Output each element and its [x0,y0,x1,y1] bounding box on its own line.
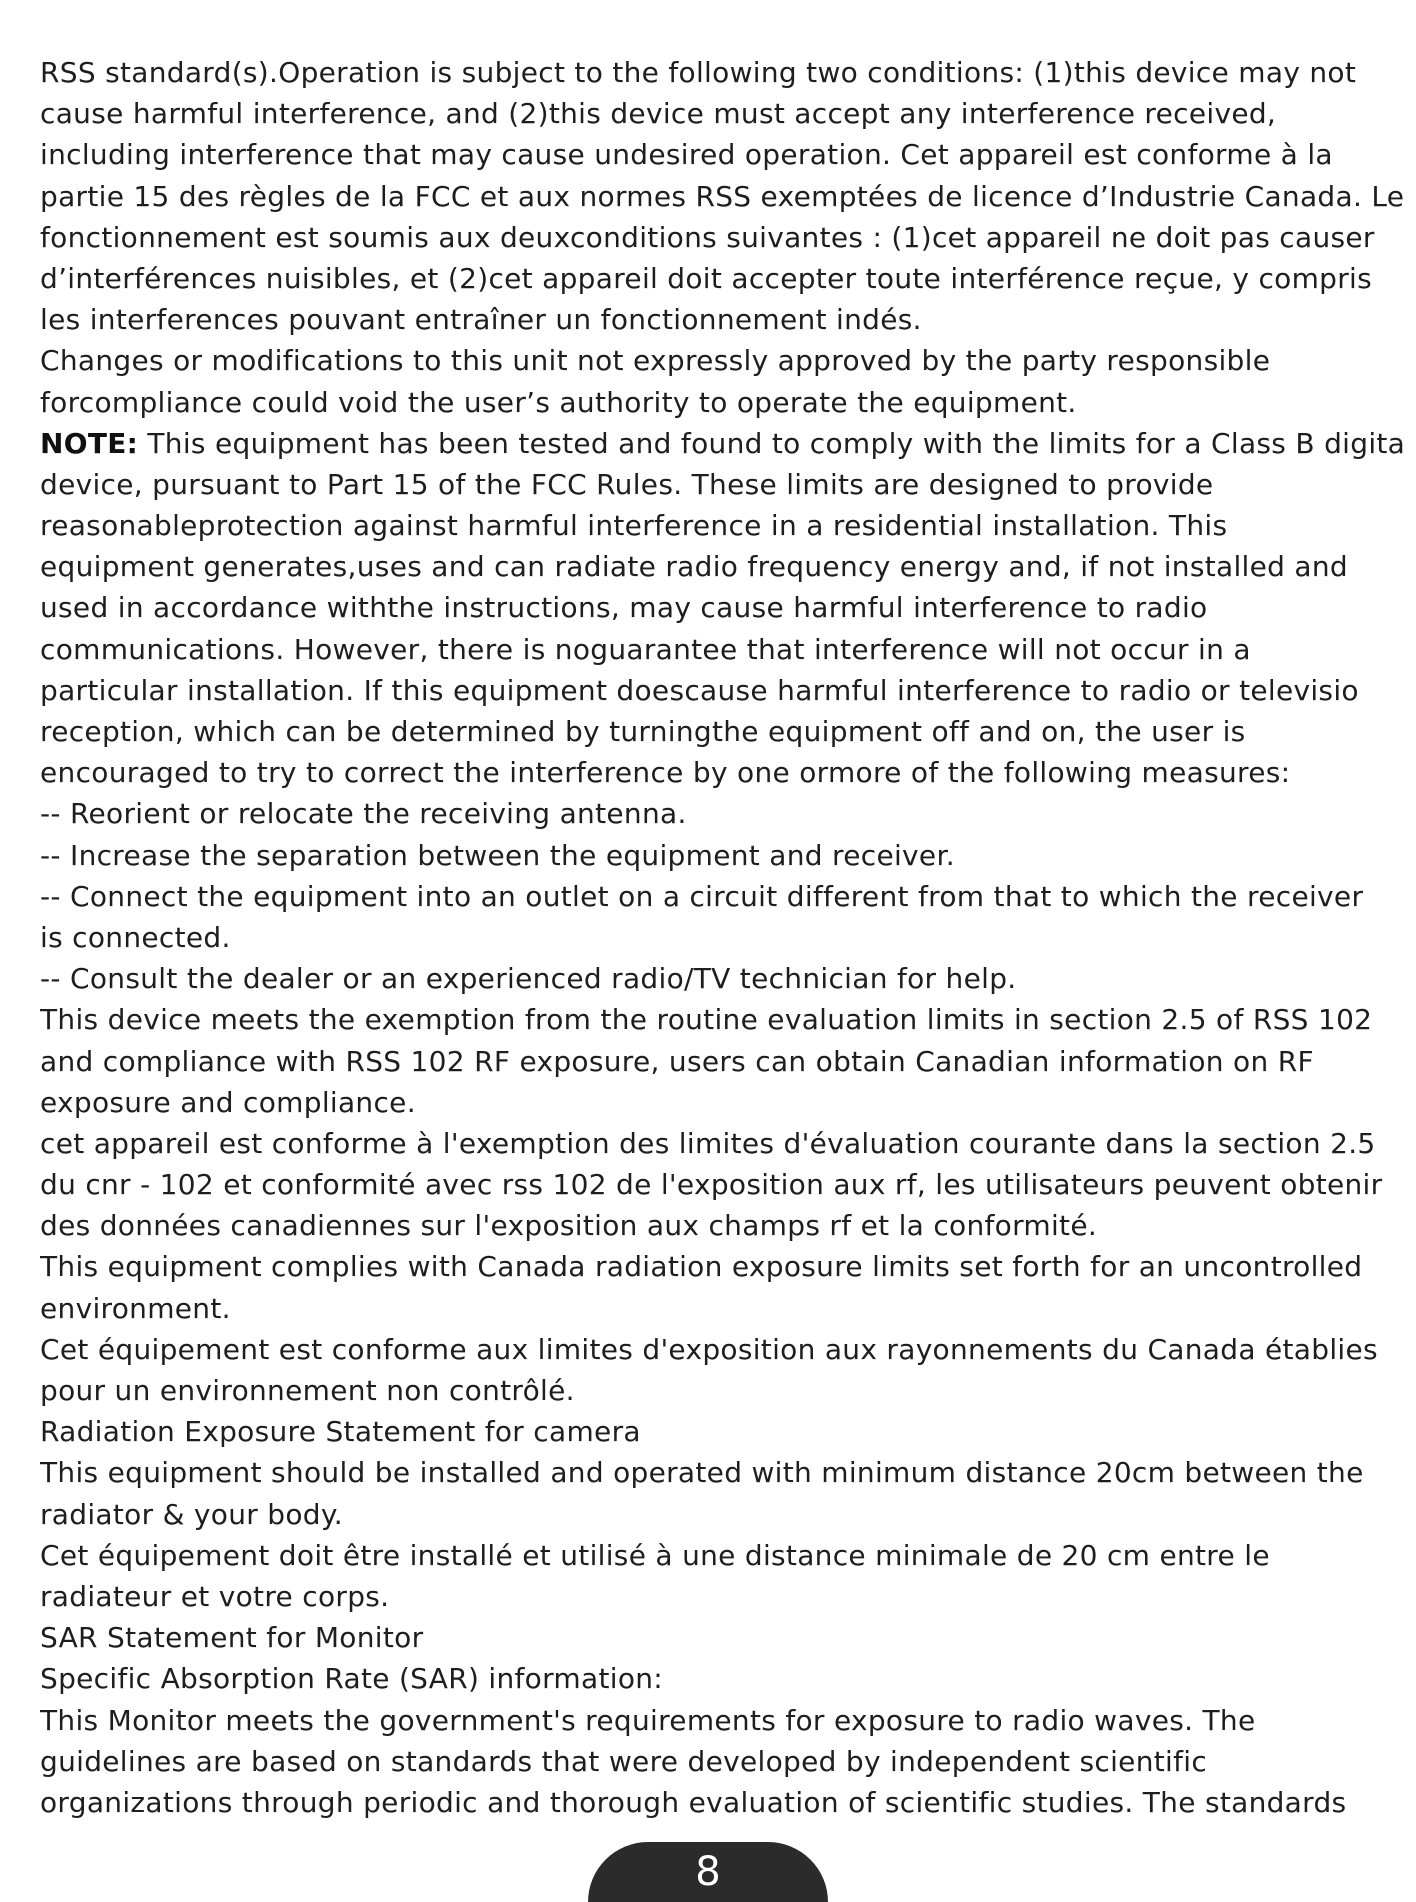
text-line: reasonableprotection against harmful interference in a residential installation. This [40,509,1228,543]
text-line: Changes or modifications to this unit not expressly approved by the party responsible [40,344,1271,378]
text-line: communications. However, there is noguarantee that interference will not occur in a [40,632,1251,666]
manual-page-body [40,52,1416,1842]
text-line: guidelines are based on standards that were developed by independent scientific [40,1744,1208,1778]
text-line: d’interférences nuisibles, et (2)cet appareil doit accepter toute interférence reçue, y compris [40,261,1373,295]
note-line [40,423,1416,464]
text-line: cet appareil est conforme à l'exemption des limites d'évaluation courante dans la section 2.5 [40,1126,1376,1160]
text-line: organizations through periodic and thorough evaluation of scientific studies. The standards [40,1785,1347,1819]
text-line: les interferences pouvant entraîner un fonctionnement indés. [40,303,922,337]
page-number-tab [588,1842,828,1902]
text-line: is connected. [40,920,231,954]
section-heading-camera: Radiation Exposure Statement for camera [40,1415,641,1449]
text-line: du cnr - 102 et conformité avec rss 102 de l'exposition aux rf, les utilisateurs peuvent obtenir [40,1168,1383,1202]
measure-item: -- Reorient or relocate the receiving antenna. [40,797,687,831]
text-line: fonctionnement est soumis aux deuxconditions suivantes : (1)cet appareil ne doit pas causer [40,220,1375,254]
text-line: and compliance with RSS 102 RF exposure, users can obtain Canadian information on RF [40,1044,1314,1078]
measure-item: -- Increase the separation between the equipment and receiver. [40,838,955,872]
text-line: equipment generates,uses and can radiate radio frequency energy and, if not installed and [40,550,1348,584]
text-line: This equipment should be installed and operated with minimum distance 20cm between the [40,1456,1364,1490]
text-line: device, pursuant to Part 15 of the FCC Rules. These limits are designed to provide [40,467,1214,501]
text-line: environment. [40,1291,231,1325]
text-line: exposure and compliance. [40,1085,416,1119]
note-label: NOTE: [40,426,139,460]
text-line: RSS standard(s).Operation is subject to the following two conditions: (1)this device may not [40,56,1357,89]
text-line: des données canadiennes sur l'exposition aux champs rf et la conformité. [40,1209,1098,1243]
text-line: Cet équipement est conforme aux limites d'exposition aux rayonnements du Canada établies [40,1332,1378,1366]
measure-item: -- Connect the equipment into an outlet on a circuit different from that to which the receiver [40,879,1364,913]
text-line: partie 15 des règles de la FCC et aux normes RSS exemptées de licence d’Industrie Canada. Le [40,179,1405,213]
text-line: encouraged to try to correct the interference by one ormore of the following measures: [40,756,1291,790]
text-line: including interference that may cause undesired operation. Cet appareil est conforme à la [40,138,1333,172]
sar-subheading: Specific Absorption Rate (SAR) information: [40,1662,664,1696]
text-line: radiator & your body. [40,1497,343,1531]
text-line: This equipment complies with Canada radiation exposure limits set forth for an uncontrolled [40,1250,1363,1284]
page-number: 8 [695,1849,721,1895]
text-line: cause harmful interference, and (2)this device must accept any interference received, [40,97,1277,131]
text-line: used in accordance withthe instructions, may cause harmful interference to radio [40,591,1208,625]
text-line: radiateur et votre corps. [40,1579,390,1613]
text-line: Cet équipement doit être installé et utilisé à une distance minimale de 20 cm entre le [40,1538,1270,1572]
text-line: This device meets the exemption from the routine evaluation limits in section 2.5 of RSS 102 [40,1003,1373,1037]
text-line: forcompliance could void the user’s authority to operate the equipment. [40,385,1077,419]
measure-item: -- Consult the dealer or an experienced radio/TV technician for help. [40,962,1017,996]
text-line: pour un environnement non contrôlé. [40,1374,575,1407]
text-line: reception, which can be determined by turningthe equipment off and on, the user is [40,715,1246,748]
section-heading-monitor: SAR Statement for Monitor [40,1621,424,1655]
text-line: particular installation. If this equipment doescause harmful interference to radio or televisio [40,673,1359,707]
note-text: This equipment has been tested and found to comply with the limits for a Class B digita [147,426,1406,460]
text-line: This Monitor meets the government's requirements for exposure to radio waves. The [40,1703,1256,1737]
